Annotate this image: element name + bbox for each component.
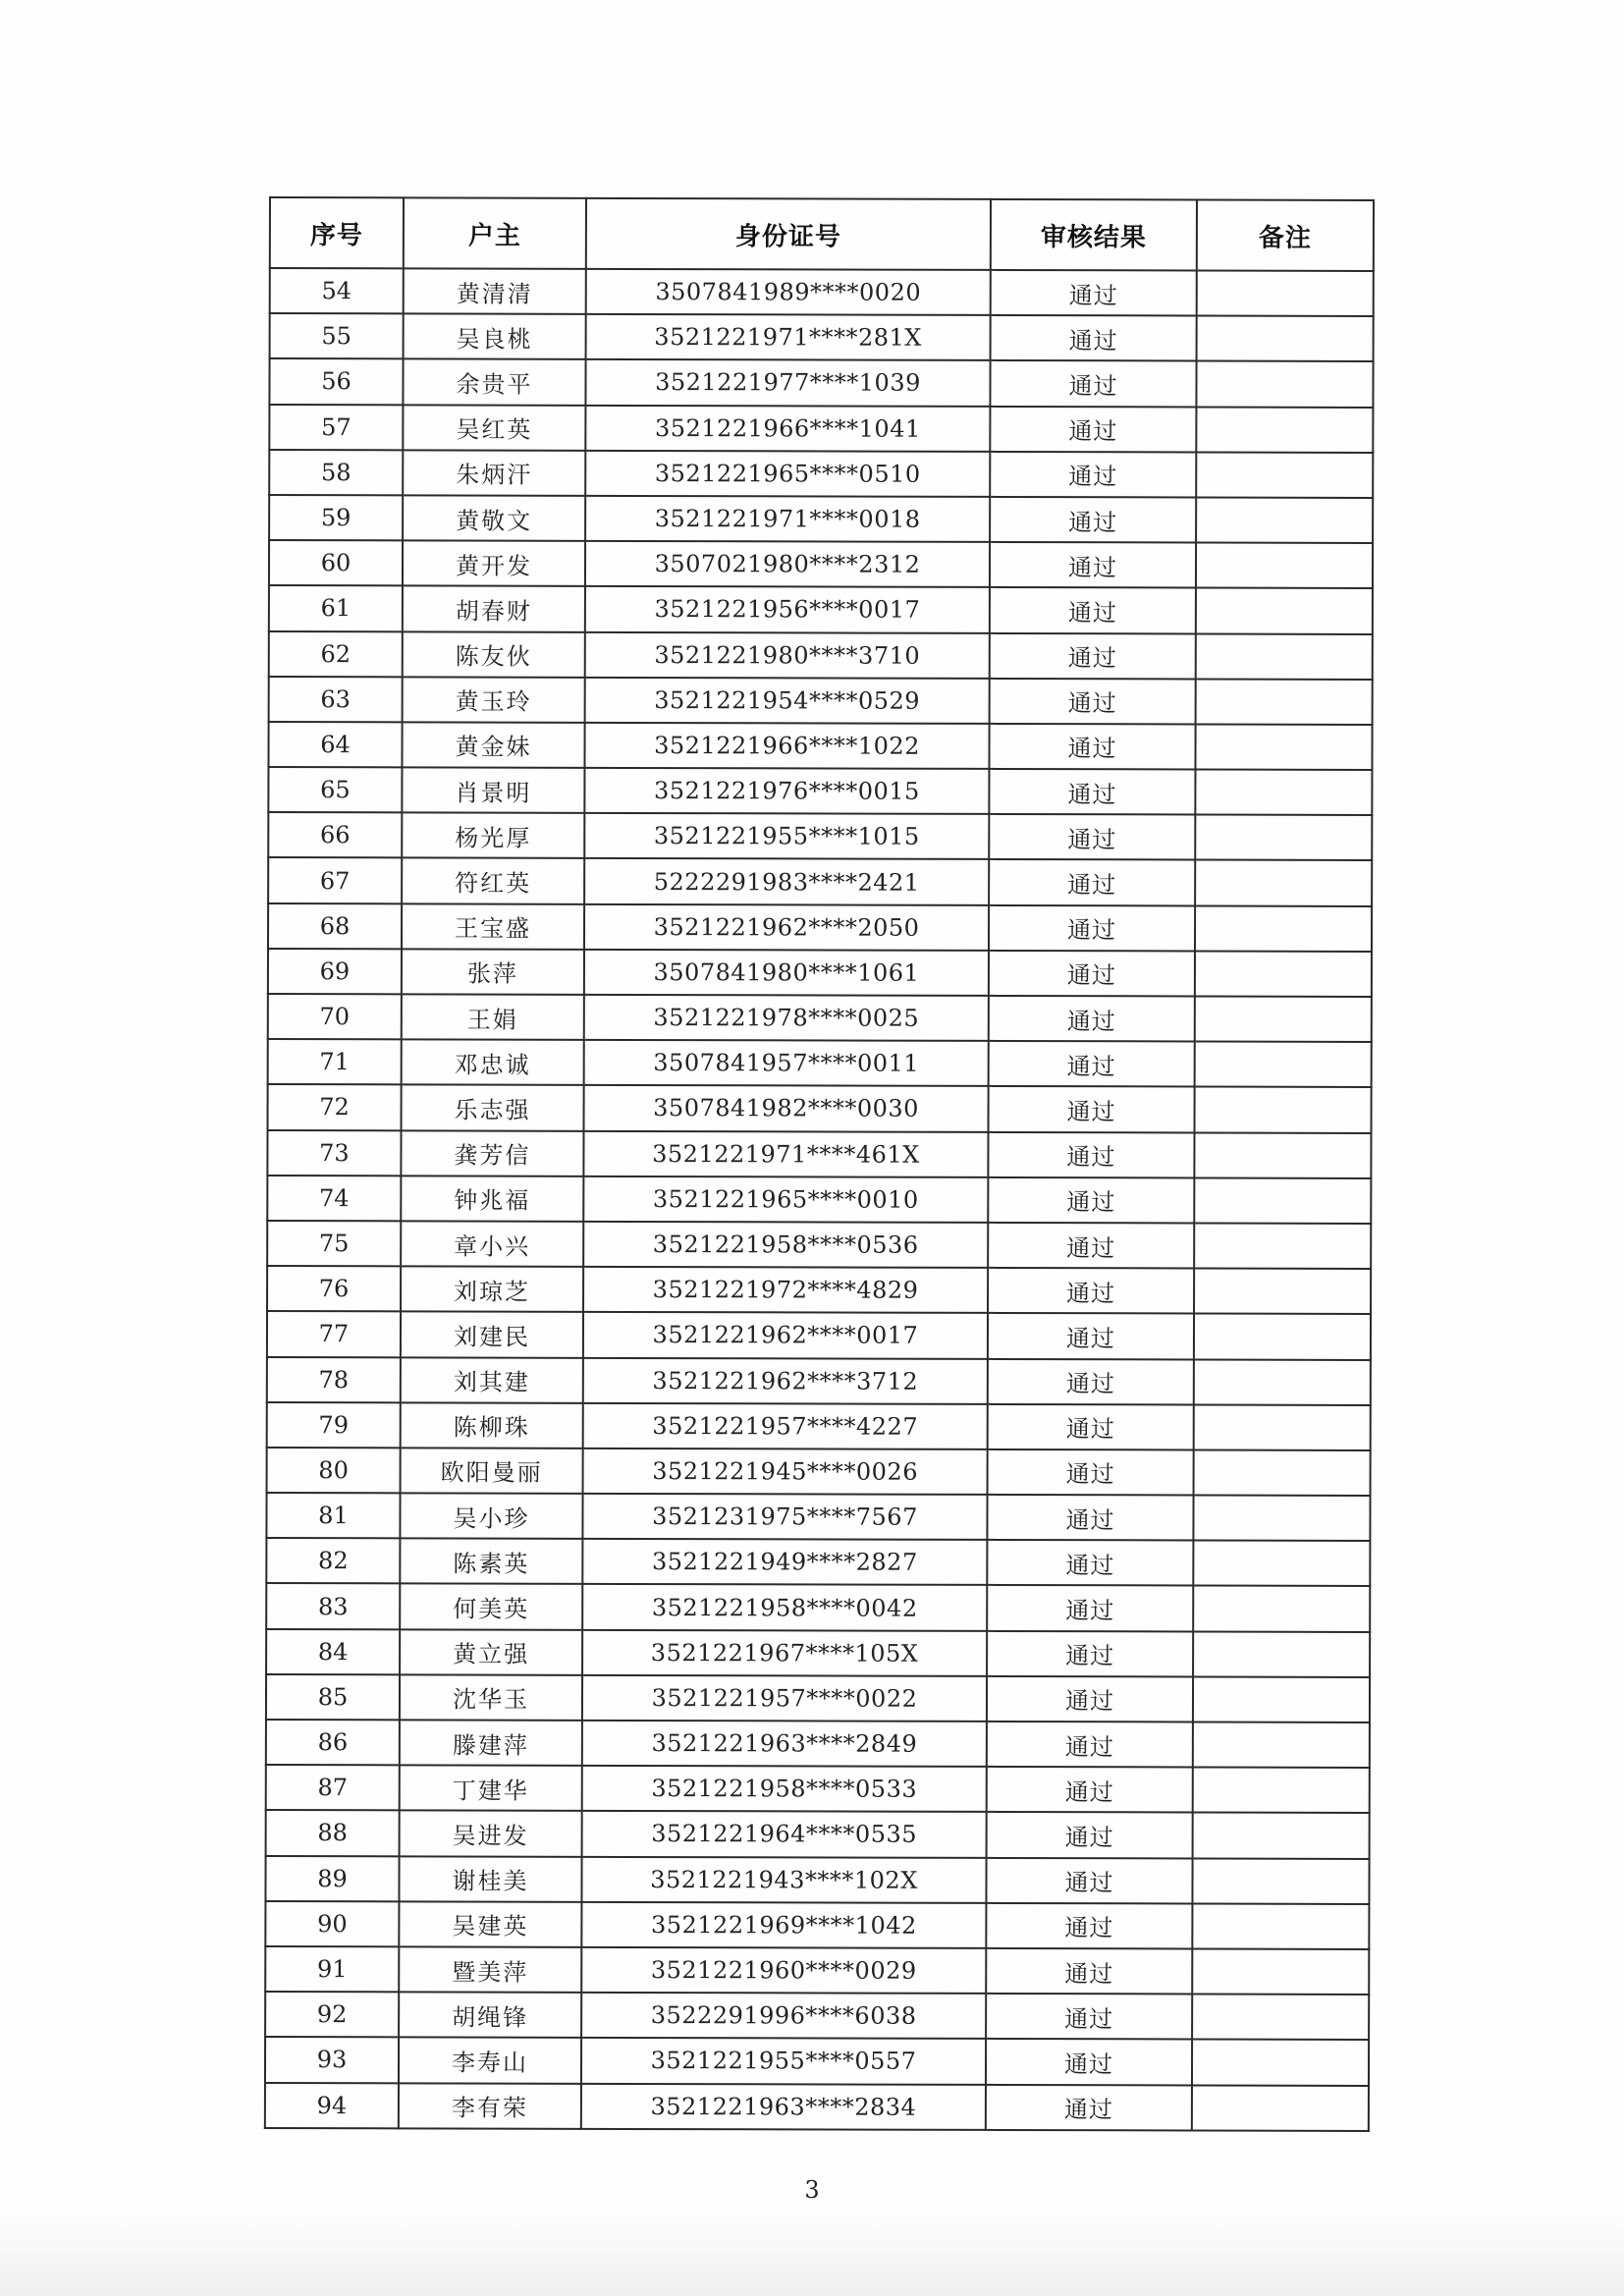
cell-household-head: 陈友伙 xyxy=(403,631,585,678)
cell-serial-number: 63 xyxy=(269,677,403,723)
cell-id-number: 3521221956****0017 xyxy=(585,586,990,632)
cell-id-number: 3521221945****0026 xyxy=(583,1449,988,1495)
cell-remark xyxy=(1195,905,1372,952)
cell-household-head: 符红英 xyxy=(402,858,584,904)
cell-serial-number: 89 xyxy=(265,1856,399,1902)
cell-remark xyxy=(1193,1541,1370,1587)
scan-shadow xyxy=(0,2210,1624,2296)
cell-household-head: 黄开发 xyxy=(403,540,585,586)
cell-remark xyxy=(1195,996,1372,1042)
cell-remark xyxy=(1195,724,1372,770)
cell-remark xyxy=(1192,2085,1369,2131)
cell-id-number: 3507841982****0030 xyxy=(584,1085,989,1131)
table-row xyxy=(269,631,1373,680)
cell-id-number: 3521221963****2849 xyxy=(582,1721,987,1767)
cell-household-head: 丁建华 xyxy=(400,1766,582,1812)
cell-review-result: 通过 xyxy=(987,1631,1193,1677)
cell-household-head: 黄玉玲 xyxy=(403,677,585,723)
cell-review-result: 通过 xyxy=(991,270,1197,316)
cell-remark xyxy=(1194,1449,1371,1496)
page-number: 3 xyxy=(804,2176,820,2204)
cell-remark xyxy=(1197,316,1374,362)
cell-remark xyxy=(1194,1359,1371,1405)
cell-remark xyxy=(1196,497,1373,543)
cell-id-number: 3521221966****1022 xyxy=(584,723,989,769)
cell-review-result: 通过 xyxy=(986,1903,1192,1949)
table-row xyxy=(267,1356,1371,1404)
cell-review-result: 通过 xyxy=(987,1767,1193,1813)
cell-id-number: 3521221980****3710 xyxy=(585,631,990,678)
cell-id-number: 3521221971****0018 xyxy=(585,496,990,542)
cell-review-result: 通过 xyxy=(990,360,1196,407)
cell-remark xyxy=(1193,1813,1370,1859)
header-id-number: 身份证号 xyxy=(586,198,991,270)
cell-serial-number: 78 xyxy=(267,1356,401,1402)
table-row xyxy=(266,1765,1370,1813)
cell-id-number: 3521221969****1042 xyxy=(581,1902,986,1948)
cell-serial-number: 75 xyxy=(267,1221,401,1267)
cell-id-number: 3521221967****105X xyxy=(582,1629,987,1675)
cell-remark xyxy=(1194,1269,1371,1315)
cell-remark xyxy=(1196,633,1373,680)
cell-serial-number: 77 xyxy=(267,1311,401,1357)
cell-household-head: 王宝盛 xyxy=(402,903,584,950)
cell-id-number: 3507841989****0020 xyxy=(586,269,991,315)
cell-serial-number: 83 xyxy=(266,1583,400,1629)
table-row xyxy=(268,1084,1372,1132)
cell-review-result: 通过 xyxy=(990,452,1196,498)
cell-review-result: 通过 xyxy=(990,587,1196,633)
table-row xyxy=(269,450,1373,498)
table-row xyxy=(269,358,1373,407)
table-row xyxy=(267,1311,1371,1359)
cell-review-result: 通过 xyxy=(988,1404,1194,1450)
cell-review-result: 通过 xyxy=(989,951,1195,997)
cell-review-result: 通过 xyxy=(988,1268,1194,1314)
cell-household-head: 刘其建 xyxy=(401,1357,583,1403)
table-row xyxy=(269,677,1373,725)
cell-id-number: 3521221957****4227 xyxy=(583,1403,988,1449)
cell-id-number: 3521221971****461X xyxy=(583,1130,988,1176)
table-row xyxy=(265,1901,1369,1949)
cell-serial-number: 71 xyxy=(268,1039,402,1085)
cell-id-number: 3521221962****0017 xyxy=(583,1312,988,1358)
table-row xyxy=(268,903,1372,952)
cell-review-result: 通过 xyxy=(987,1585,1193,1631)
cell-review-result: 通过 xyxy=(990,542,1196,588)
cell-household-head: 邓忠诚 xyxy=(402,1040,584,1086)
table-row xyxy=(265,2082,1369,2130)
cell-remark xyxy=(1196,452,1373,498)
cell-household-head: 暨美萍 xyxy=(399,1946,581,1993)
table-row xyxy=(268,949,1372,997)
cell-id-number: 3521221962****3712 xyxy=(583,1357,988,1403)
cell-household-head: 肖景明 xyxy=(402,767,584,813)
cell-remark xyxy=(1193,1586,1370,1632)
cell-id-number: 3521221963****2834 xyxy=(581,2083,986,2129)
cell-serial-number: 72 xyxy=(268,1084,402,1130)
cell-serial-number: 84 xyxy=(266,1629,400,1675)
cell-household-head: 钟兆福 xyxy=(401,1175,583,1222)
cell-serial-number: 66 xyxy=(268,812,402,858)
cell-household-head: 吴良桃 xyxy=(404,314,586,360)
cell-serial-number: 93 xyxy=(265,2037,399,2083)
cell-household-head: 陈柳珠 xyxy=(401,1402,583,1449)
cell-serial-number: 94 xyxy=(265,2082,399,2128)
table-row xyxy=(266,1493,1370,1541)
cell-id-number: 3521221958****0042 xyxy=(582,1584,987,1630)
cell-id-number: 3521221966****1041 xyxy=(585,405,990,451)
cell-household-head: 吴红英 xyxy=(403,405,585,451)
table-row xyxy=(265,1856,1369,1904)
cell-review-result: 通过 xyxy=(989,769,1195,815)
cell-serial-number: 88 xyxy=(266,1810,400,1856)
cell-serial-number: 73 xyxy=(267,1130,401,1176)
cell-serial-number: 56 xyxy=(269,358,403,405)
cell-household-head: 吴建英 xyxy=(399,1901,581,1947)
cell-household-head: 李寿山 xyxy=(399,2038,581,2084)
cell-serial-number: 60 xyxy=(269,540,403,586)
table-row xyxy=(267,1175,1371,1224)
cell-remark xyxy=(1196,588,1373,634)
cell-serial-number: 70 xyxy=(268,994,402,1040)
cell-serial-number: 74 xyxy=(267,1175,401,1222)
table-row xyxy=(268,857,1372,905)
table-row xyxy=(268,812,1372,860)
cell-id-number: 5222291983****2421 xyxy=(584,858,989,904)
table-row xyxy=(269,495,1373,543)
cell-remark xyxy=(1193,1496,1370,1542)
table-row xyxy=(266,1674,1370,1722)
cell-id-number: 3521221960****0029 xyxy=(581,1947,986,1994)
cell-serial-number: 76 xyxy=(267,1266,401,1312)
table-row xyxy=(266,1538,1370,1586)
table-row xyxy=(266,1629,1370,1677)
cell-household-head: 杨光厚 xyxy=(402,813,584,859)
cell-serial-number: 57 xyxy=(269,405,403,451)
cell-review-result: 通过 xyxy=(990,679,1196,725)
cell-remark xyxy=(1194,1223,1371,1269)
cell-household-head: 乐志强 xyxy=(402,1085,584,1131)
cell-household-head: 陈素英 xyxy=(400,1539,582,1585)
cell-remark xyxy=(1195,815,1372,861)
cell-review-result: 通过 xyxy=(989,1086,1195,1132)
cell-remark xyxy=(1196,407,1373,453)
cell-serial-number: 55 xyxy=(270,313,404,359)
cell-review-result: 通过 xyxy=(988,1358,1194,1404)
cell-review-result: 通过 xyxy=(989,724,1195,770)
cell-review-result: 通过 xyxy=(991,315,1197,361)
table-row xyxy=(267,1402,1371,1450)
cell-household-head: 余贵平 xyxy=(403,359,585,406)
cell-remark xyxy=(1196,361,1373,408)
cell-id-number: 3521221977****1039 xyxy=(585,359,990,406)
cell-serial-number: 82 xyxy=(266,1538,400,1584)
cell-review-result: 通过 xyxy=(986,2039,1192,2085)
table-row xyxy=(270,313,1374,361)
cell-review-result: 通过 xyxy=(987,1495,1193,1541)
cell-id-number: 3521221949****2827 xyxy=(582,1539,987,1585)
cell-id-number: 3521221962****2050 xyxy=(584,903,989,950)
cell-serial-number: 67 xyxy=(268,857,402,903)
cell-review-result: 通过 xyxy=(989,996,1195,1042)
cell-household-head: 黄立强 xyxy=(400,1629,582,1675)
cell-remark xyxy=(1193,1722,1370,1768)
header-serial-number: 序号 xyxy=(270,197,404,268)
cell-id-number: 3521221955****0557 xyxy=(581,2038,986,2084)
cell-serial-number: 69 xyxy=(268,949,402,995)
header-remark: 备注 xyxy=(1197,199,1374,270)
cell-review-result: 通过 xyxy=(990,406,1196,452)
table-row xyxy=(268,994,1372,1042)
household-review-table xyxy=(264,196,1375,2132)
cell-serial-number: 64 xyxy=(268,722,402,768)
cell-remark xyxy=(1193,1676,1370,1722)
table-row xyxy=(267,1266,1371,1314)
cell-review-result: 通过 xyxy=(988,1449,1194,1496)
cell-review-result: 通过 xyxy=(987,1722,1193,1768)
table-row xyxy=(267,1448,1371,1496)
cell-household-head: 何美英 xyxy=(400,1584,582,1630)
cell-remark xyxy=(1194,1177,1371,1224)
cell-serial-number: 65 xyxy=(268,767,402,813)
cell-review-result: 通过 xyxy=(989,814,1195,860)
cell-id-number: 3521221972****4829 xyxy=(583,1267,988,1313)
header-review-result: 审核结果 xyxy=(991,199,1197,271)
cell-remark xyxy=(1194,1132,1371,1178)
cell-id-number: 3521221958****0536 xyxy=(583,1222,988,1268)
cell-remark xyxy=(1192,2040,1369,2086)
cell-remark xyxy=(1192,1903,1369,1949)
cell-remark xyxy=(1195,1042,1372,1088)
cell-household-head: 黄敬文 xyxy=(403,495,585,541)
table-header-row xyxy=(270,197,1374,271)
cell-serial-number: 90 xyxy=(265,1901,399,1947)
cell-household-head: 刘琼芝 xyxy=(401,1266,583,1312)
table-row xyxy=(267,1221,1371,1269)
table-row xyxy=(266,1583,1370,1631)
cell-review-result: 通过 xyxy=(989,859,1195,905)
cell-review-result: 通过 xyxy=(986,1857,1192,1903)
cell-household-head: 李有荣 xyxy=(399,2083,581,2129)
cell-remark xyxy=(1195,1087,1372,1133)
cell-remark xyxy=(1192,1995,1369,2041)
cell-id-number: 3521221971****281X xyxy=(586,314,991,360)
cell-serial-number: 54 xyxy=(270,268,404,314)
cell-household-head: 黄金妹 xyxy=(402,722,584,768)
cell-remark xyxy=(1195,860,1372,906)
cell-id-number: 3522291996****6038 xyxy=(581,1993,986,2039)
cell-id-number: 3521221954****0529 xyxy=(585,678,990,724)
cell-remark xyxy=(1192,1948,1369,1995)
table-row xyxy=(265,1946,1369,1995)
cell-serial-number: 86 xyxy=(266,1720,400,1766)
cell-household-head: 谢桂美 xyxy=(399,1856,581,1902)
header-household-head: 户主 xyxy=(404,197,586,268)
cell-id-number: 3507021980****2312 xyxy=(585,541,990,587)
cell-remark xyxy=(1194,1314,1371,1360)
cell-serial-number: 59 xyxy=(269,495,403,541)
cell-id-number: 3521221957****0022 xyxy=(582,1675,987,1722)
cell-review-result: 通过 xyxy=(990,497,1196,543)
cell-remark xyxy=(1196,543,1373,589)
cell-household-head: 欧阳曼丽 xyxy=(401,1448,583,1494)
cell-serial-number: 92 xyxy=(265,1992,399,2038)
cell-id-number: 3521221978****0025 xyxy=(584,995,989,1041)
cell-remark xyxy=(1197,270,1374,316)
cell-serial-number: 79 xyxy=(267,1402,401,1449)
cell-review-result: 通过 xyxy=(988,1223,1194,1269)
cell-household-head: 胡绳锋 xyxy=(399,1992,581,2038)
cell-household-head: 张萍 xyxy=(402,949,584,995)
table-row xyxy=(268,1039,1372,1087)
cell-serial-number: 81 xyxy=(266,1493,400,1539)
cell-household-head: 王娟 xyxy=(402,994,584,1040)
cell-id-number: 3521221943****102X xyxy=(581,1856,986,1902)
cell-remark xyxy=(1193,1631,1370,1677)
table-row xyxy=(265,2037,1369,2085)
cell-id-number: 3521221965****0510 xyxy=(585,451,990,497)
cell-remark xyxy=(1196,679,1373,725)
table-row xyxy=(268,767,1372,815)
cell-household-head: 龚芳信 xyxy=(401,1130,583,1176)
cell-household-head: 沈华玉 xyxy=(400,1674,582,1721)
cell-serial-number: 85 xyxy=(266,1674,400,1721)
cell-household-head: 章小兴 xyxy=(401,1221,583,1267)
cell-review-result: 通过 xyxy=(990,632,1196,679)
cell-remark xyxy=(1192,1858,1369,1904)
cell-household-head: 滕建萍 xyxy=(400,1720,582,1766)
cell-serial-number: 80 xyxy=(267,1448,401,1494)
table-row xyxy=(269,405,1373,453)
table-row xyxy=(267,1130,1371,1178)
cell-review-result: 通过 xyxy=(989,1041,1195,1087)
cell-review-result: 通过 xyxy=(987,1676,1193,1722)
cell-review-result: 通过 xyxy=(986,2084,1192,2130)
cell-review-result: 通过 xyxy=(986,1994,1192,2040)
cell-serial-number: 62 xyxy=(269,631,403,678)
cell-review-result: 通过 xyxy=(987,1812,1193,1858)
cell-household-head: 吴小珍 xyxy=(400,1493,582,1539)
cell-id-number: 3521231975****7567 xyxy=(582,1494,987,1540)
cell-id-number: 3521221964****0535 xyxy=(582,1811,987,1857)
cell-household-head: 胡春财 xyxy=(403,586,585,632)
cell-review-result: 通过 xyxy=(988,1131,1194,1177)
cell-household-head: 朱炳汗 xyxy=(403,450,585,496)
cell-review-result: 通过 xyxy=(988,1313,1194,1359)
cell-serial-number: 87 xyxy=(266,1765,400,1811)
table-row xyxy=(266,1720,1370,1768)
cell-review-result: 通过 xyxy=(988,1177,1194,1224)
cell-serial-number: 58 xyxy=(269,450,403,496)
table-row xyxy=(268,722,1372,770)
cell-remark xyxy=(1195,770,1372,816)
table-row xyxy=(269,585,1373,633)
cell-serial-number: 91 xyxy=(265,1946,399,1993)
cell-id-number: 3521221958****0533 xyxy=(582,1766,987,1812)
cell-household-head: 吴进发 xyxy=(400,1811,582,1857)
cell-review-result: 通过 xyxy=(989,905,1195,952)
cell-id-number: 3521221965****0010 xyxy=(583,1176,988,1223)
cell-serial-number: 68 xyxy=(268,903,402,950)
cell-household-head: 刘建民 xyxy=(401,1312,583,1358)
table-row xyxy=(270,268,1374,316)
cell-remark xyxy=(1193,1768,1370,1814)
table-body xyxy=(265,268,1374,2131)
cell-id-number: 3507841980****1061 xyxy=(584,950,989,996)
table-row xyxy=(269,540,1373,588)
cell-review-result: 通过 xyxy=(987,1540,1193,1586)
cell-serial-number: 61 xyxy=(269,585,403,631)
cell-review-result: 通过 xyxy=(986,1948,1192,1995)
cell-household-head: 黄清清 xyxy=(404,268,586,314)
cell-id-number: 3521221955****1015 xyxy=(584,813,989,859)
cell-remark xyxy=(1195,951,1372,997)
table-row xyxy=(265,1992,1369,2040)
cell-id-number: 3507841957****0011 xyxy=(584,1040,989,1086)
cell-remark xyxy=(1194,1404,1371,1450)
cell-id-number: 3521221976****0015 xyxy=(584,768,989,814)
table-row xyxy=(266,1810,1370,1858)
